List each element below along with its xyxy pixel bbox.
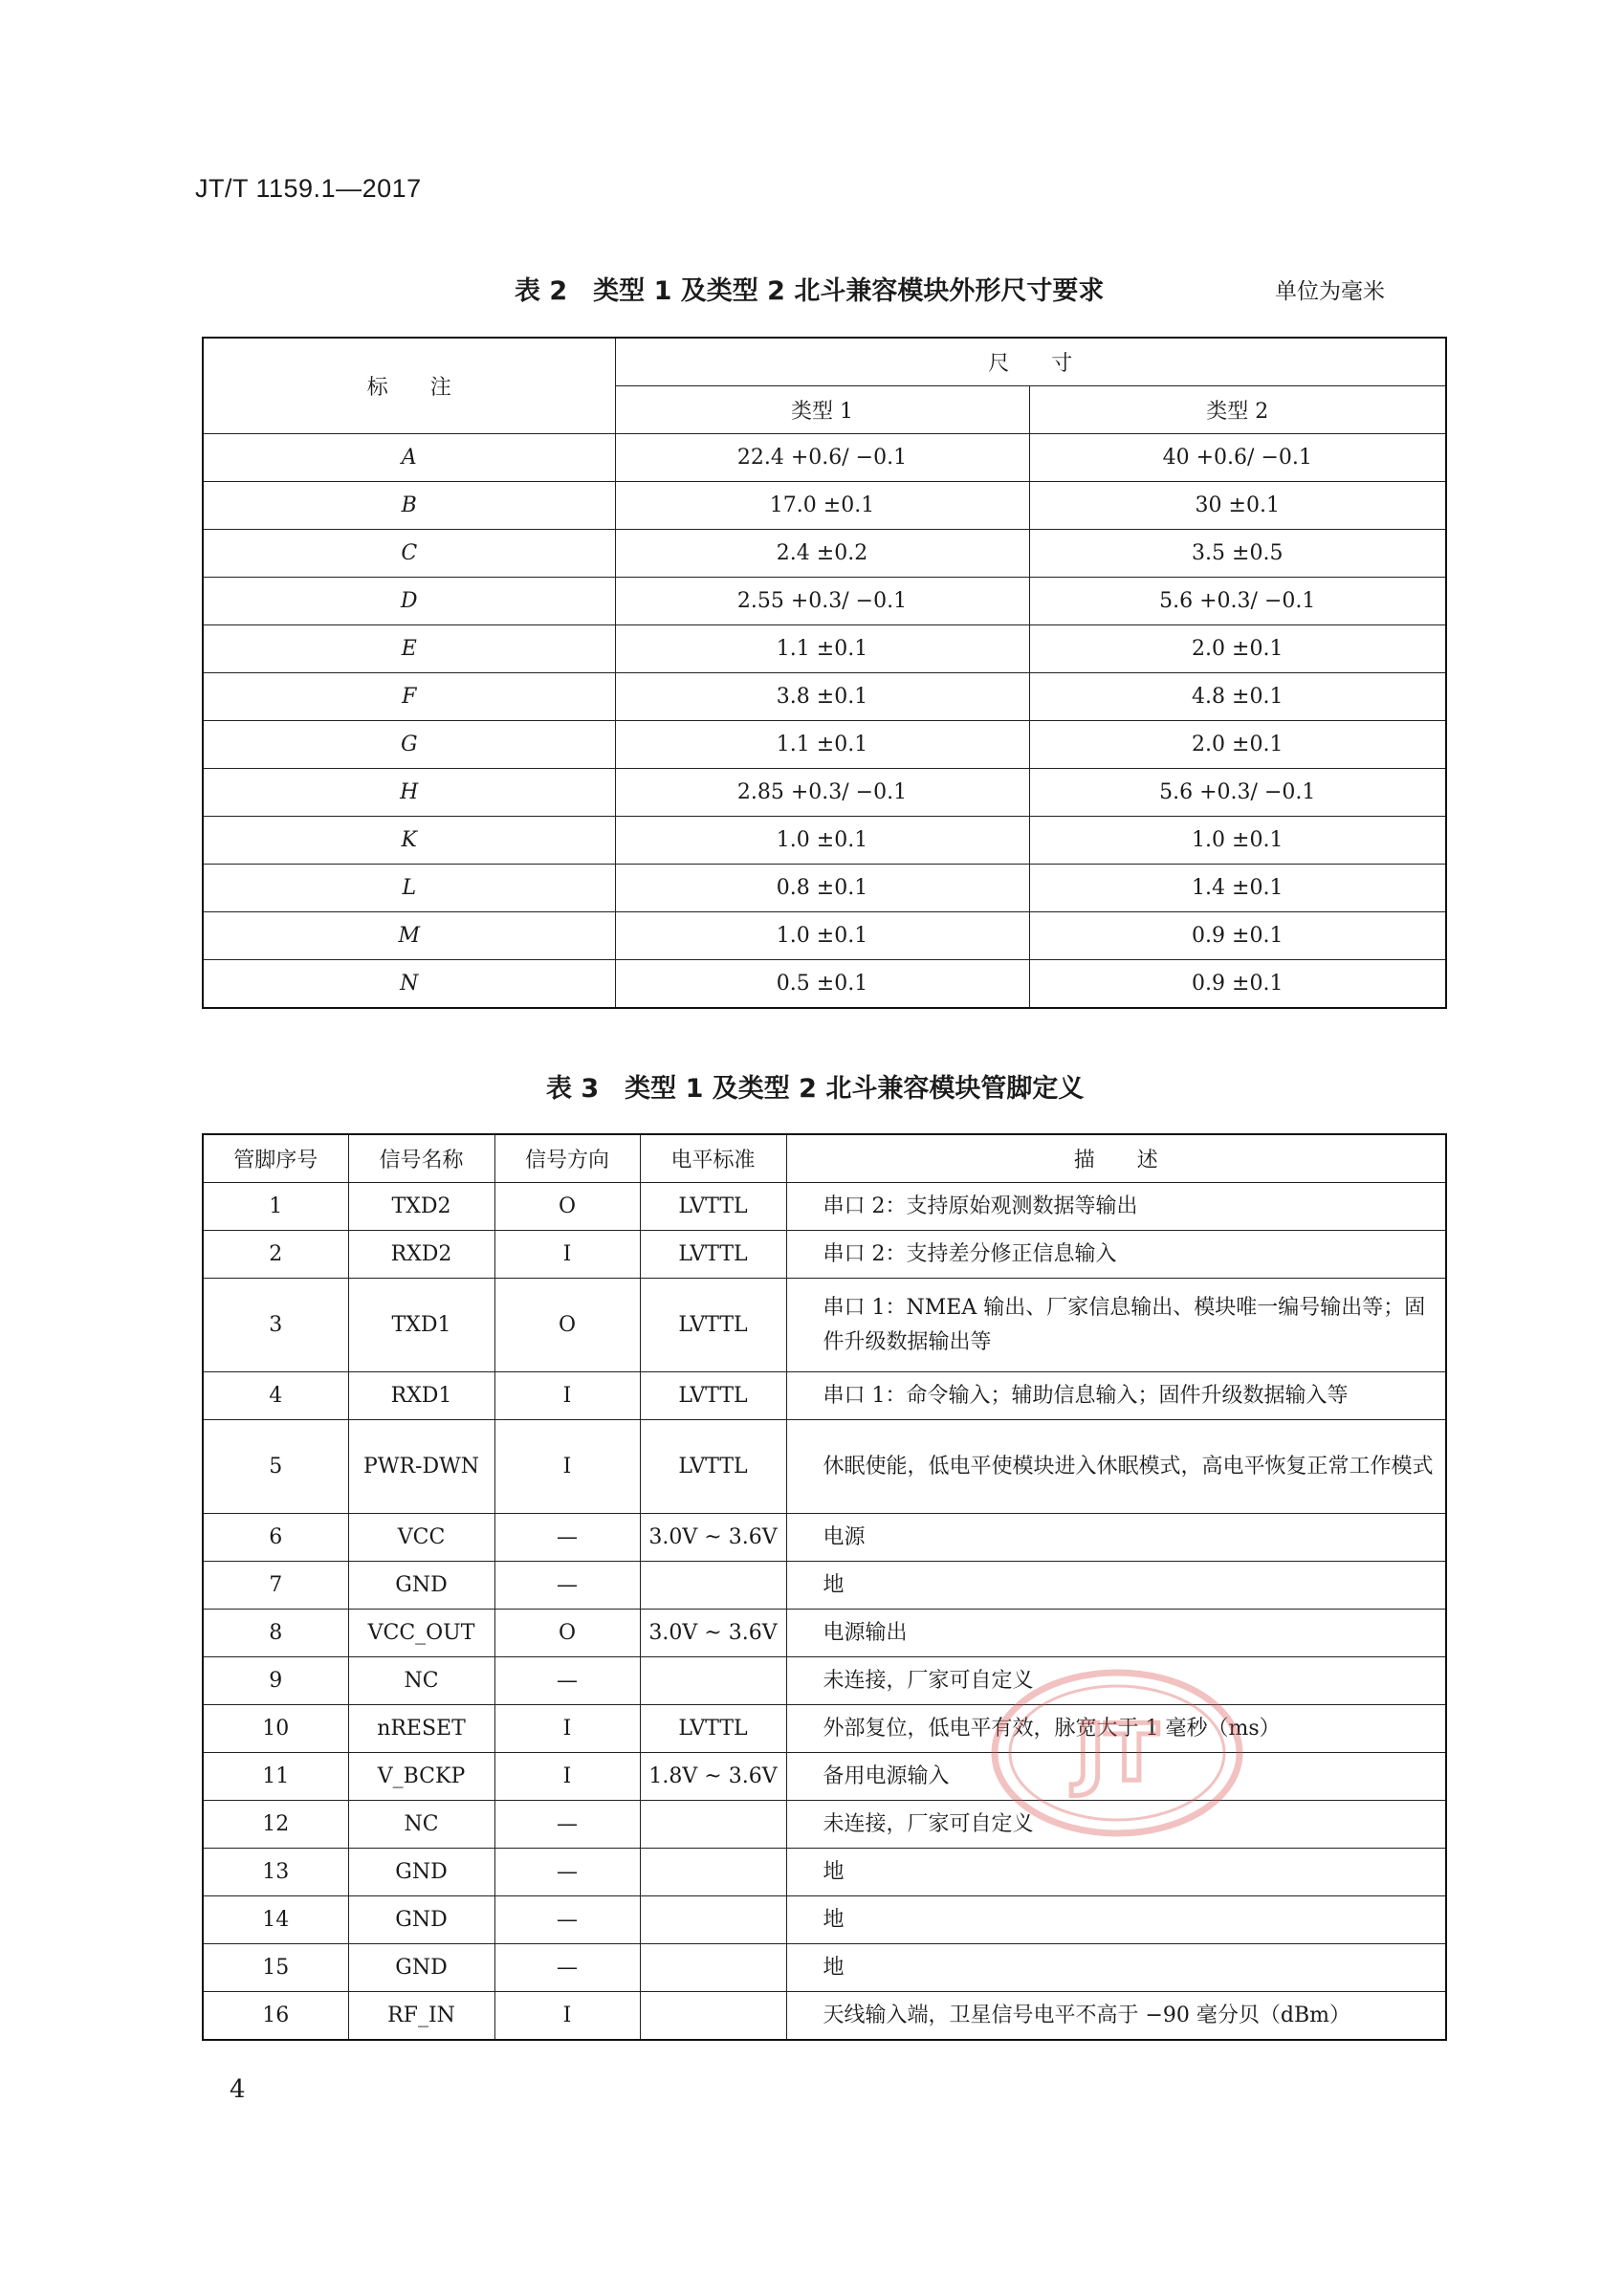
table-row <box>203 1944 1446 1992</box>
signal-name-cell: NC <box>348 1801 494 1849</box>
table-row <box>203 721 1446 769</box>
type2-cell: 2.0 ±0.1 <box>1029 625 1446 673</box>
header-dimension: 尺 寸 <box>615 338 1446 386</box>
description-cell: 电源 <box>786 1514 1446 1562</box>
table-row <box>203 1753 1446 1801</box>
type1-cell: 2.85 +0.3/ −0.1 <box>615 769 1029 817</box>
signal-direction-cell: — <box>494 1896 640 1944</box>
type1-cell: 22.4 +0.6/ −0.1 <box>615 434 1029 482</box>
pin-cell: 1 <box>203 1183 348 1231</box>
signal-direction-cell: I <box>494 1231 640 1279</box>
pin-cell: 7 <box>203 1562 348 1610</box>
type1-cell: 17.0 ±0.1 <box>615 482 1029 530</box>
signal-name-cell: RF_IN <box>348 1992 494 2041</box>
signal-name-cell: NC <box>348 1657 494 1705</box>
table-row <box>203 578 1446 625</box>
table-row <box>203 1420 1446 1514</box>
pin-cell: 12 <box>203 1801 348 1849</box>
signal-direction-cell: — <box>494 1801 640 1849</box>
header-signal-direction: 信号方向 <box>494 1134 640 1183</box>
level-cell: LVTTL <box>640 1183 786 1231</box>
signal-direction-cell: I <box>494 1420 640 1514</box>
signal-direction-cell: I <box>494 1372 640 1420</box>
table-row <box>203 434 1446 482</box>
table-row <box>203 1610 1446 1657</box>
pin-cell: 5 <box>203 1420 348 1514</box>
type1-cell: 1.1 ±0.1 <box>615 625 1029 673</box>
description-cell: 串口 2：支持原始观测数据等输出 <box>786 1183 1446 1231</box>
type2-cell: 0.9 ±0.1 <box>1029 912 1446 960</box>
signal-direction-cell: — <box>494 1657 640 1705</box>
type2-cell: 4.8 ±0.1 <box>1029 673 1446 721</box>
level-cell <box>640 1801 786 1849</box>
signal-direction-cell: I <box>494 1705 640 1753</box>
table-row <box>203 960 1446 1009</box>
type1-cell: 1.1 ±0.1 <box>615 721 1029 769</box>
signal-direction-cell: O <box>494 1610 640 1657</box>
description-cell: 未连接，厂家可自定义 <box>786 1801 1446 1849</box>
signal-name-cell: GND <box>348 1896 494 1944</box>
signal-name-cell: GND <box>348 1849 494 1896</box>
table-row <box>203 1279 1446 1372</box>
type2-cell: 0.9 ±0.1 <box>1029 960 1446 1009</box>
pin-cell: 2 <box>203 1231 348 1279</box>
signal-name-cell: RXD1 <box>348 1372 494 1420</box>
table-row <box>203 1849 1446 1896</box>
level-cell: LVTTL <box>640 1420 786 1514</box>
signal-name-cell: VCC_OUT <box>348 1610 494 1657</box>
description-cell: 未连接，厂家可自定义 <box>786 1657 1446 1705</box>
description-cell: 天线输入端，卫星信号电平不高于 −90 毫分贝（dBm） <box>786 1992 1446 2041</box>
level-cell: LVTTL <box>640 1372 786 1420</box>
type1-cell: 0.8 ±0.1 <box>615 865 1029 912</box>
table-row <box>203 1992 1446 2041</box>
type2-cell: 1.4 ±0.1 <box>1029 865 1446 912</box>
signal-direction-cell: I <box>494 1992 640 2041</box>
table-row <box>203 530 1446 578</box>
description-cell: 串口 2：支持差分修正信息输入 <box>786 1231 1446 1279</box>
level-cell: 1.8V ~ 3.6V <box>640 1753 786 1801</box>
mark-cell: L <box>203 865 615 912</box>
table-row <box>203 1562 1446 1610</box>
signal-name-cell: GND <box>348 1944 494 1992</box>
table-row <box>203 1801 1446 1849</box>
table-row <box>203 1705 1446 1753</box>
pin-cell: 11 <box>203 1753 348 1801</box>
description-cell: 地 <box>786 1562 1446 1610</box>
pin-cell: 14 <box>203 1896 348 1944</box>
pin-cell: 9 <box>203 1657 348 1705</box>
description-cell: 休眠使能，低电平使模块进入休眠模式，高电平恢复正常工作模式 <box>786 1420 1446 1514</box>
document-number: JT/T 1159.1—2017 <box>195 174 422 203</box>
table-row <box>203 865 1446 912</box>
mark-cell: M <box>203 912 615 960</box>
signal-name-cell: PWR-DWN <box>348 1420 494 1514</box>
signal-name-cell: TXD1 <box>348 1279 494 1372</box>
level-cell <box>640 1992 786 2041</box>
header-mark: 标 注 <box>203 338 615 434</box>
table-row <box>203 1183 1446 1231</box>
mark-cell: E <box>203 625 615 673</box>
table-row <box>203 1372 1446 1420</box>
pin-definition-table-body <box>203 1183 1446 2041</box>
signal-direction-cell: — <box>494 1944 640 1992</box>
level-cell <box>640 1896 786 1944</box>
page-number: 4 <box>230 2075 246 2104</box>
header-type2: 类型 2 <box>1029 386 1446 434</box>
description-cell: 备用电源输入 <box>786 1753 1446 1801</box>
type2-cell: 40 +0.6/ −0.1 <box>1029 434 1446 482</box>
header-pin: 管脚序号 <box>203 1134 348 1183</box>
table-row <box>203 625 1446 673</box>
mark-cell: F <box>203 673 615 721</box>
table-row <box>203 1231 1446 1279</box>
signal-name-cell: GND <box>348 1562 494 1610</box>
signal-direction-cell: O <box>494 1183 640 1231</box>
table3-caption: 表 3 类型 1 及类型 2 北斗兼容模块管脚定义 <box>546 1074 1085 1104</box>
table2-unit: 单位为毫米 <box>1275 279 1385 304</box>
table-row <box>203 817 1446 865</box>
table-row <box>203 482 1446 530</box>
header-description: 描 述 <box>786 1134 1446 1183</box>
level-cell: 3.0V ~ 3.6V <box>640 1514 786 1562</box>
description-cell: 外部复位，低电平有效，脉宽大于 1 毫秒（ms） <box>786 1705 1446 1753</box>
type1-cell: 1.0 ±0.1 <box>615 817 1029 865</box>
mark-cell: N <box>203 960 615 1009</box>
type1-cell: 3.8 ±0.1 <box>615 673 1029 721</box>
level-cell: LVTTL <box>640 1231 786 1279</box>
table2-caption: 表 2 类型 1 及类型 2 北斗兼容模块外形尺寸要求 <box>515 276 1105 306</box>
description-cell: 电源输出 <box>786 1610 1446 1657</box>
table-row <box>203 769 1446 817</box>
type2-cell: 5.6 +0.3/ −0.1 <box>1029 769 1446 817</box>
mark-cell: K <box>203 817 615 865</box>
signal-direction-cell: I <box>494 1753 640 1801</box>
signal-name-cell: V_BCKP <box>348 1753 494 1801</box>
level-cell: 3.0V ~ 3.6V <box>640 1610 786 1657</box>
mark-cell: C <box>203 530 615 578</box>
level-cell <box>640 1657 786 1705</box>
pin-cell: 10 <box>203 1705 348 1753</box>
type2-cell: 2.0 ±0.1 <box>1029 721 1446 769</box>
mark-cell: G <box>203 721 615 769</box>
dimension-table-body <box>203 434 1446 1009</box>
level-cell <box>640 1562 786 1610</box>
table-row <box>203 1657 1446 1705</box>
dimension-table <box>202 337 1447 1009</box>
pin-cell: 16 <box>203 1992 348 2041</box>
description-cell: 串口 1：NMEA 输出、厂家信息输出、模块唯一编号输出等；固件升级数据输出等 <box>786 1279 1446 1372</box>
description-cell: 地 <box>786 1896 1446 1944</box>
description-cell: 地 <box>786 1849 1446 1896</box>
stamp-text: JT <box>1075 1708 1159 1799</box>
type2-cell: 30 ±0.1 <box>1029 482 1446 530</box>
signal-direction-cell: — <box>494 1562 640 1610</box>
pin-cell: 3 <box>203 1279 348 1372</box>
table-row <box>203 673 1446 721</box>
header-signal-name: 信号名称 <box>348 1134 494 1183</box>
pin-cell: 8 <box>203 1610 348 1657</box>
type2-cell: 5.6 +0.3/ −0.1 <box>1029 578 1446 625</box>
type1-cell: 1.0 ±0.1 <box>615 912 1029 960</box>
description-cell: 地 <box>786 1944 1446 1992</box>
pin-cell: 6 <box>203 1514 348 1562</box>
level-cell: LVTTL <box>640 1279 786 1372</box>
mark-cell: D <box>203 578 615 625</box>
pin-definition-table <box>202 1133 1447 2041</box>
level-cell: LVTTL <box>640 1705 786 1753</box>
signal-name-cell: nRESET <box>348 1705 494 1753</box>
mark-cell: A <box>203 434 615 482</box>
pin-cell: 4 <box>203 1372 348 1420</box>
level-cell <box>640 1944 786 1992</box>
type2-cell: 3.5 ±0.5 <box>1029 530 1446 578</box>
table-row <box>203 912 1446 960</box>
pin-cell: 15 <box>203 1944 348 1992</box>
signal-direction-cell: — <box>494 1514 640 1562</box>
signal-direction-cell: O <box>494 1279 640 1372</box>
type2-cell: 1.0 ±0.1 <box>1029 817 1446 865</box>
pin-cell: 13 <box>203 1849 348 1896</box>
signal-name-cell: VCC <box>348 1514 494 1562</box>
table-row <box>203 1514 1446 1562</box>
header-type1: 类型 1 <box>615 386 1029 434</box>
type1-cell: 2.4 ±0.2 <box>615 530 1029 578</box>
type1-cell: 2.55 +0.3/ −0.1 <box>615 578 1029 625</box>
type1-cell: 0.5 ±0.1 <box>615 960 1029 1009</box>
mark-cell: B <box>203 482 615 530</box>
mark-cell: H <box>203 769 615 817</box>
description-cell: 串口 1：命令输入；辅助信息输入；固件升级数据输入等 <box>786 1372 1446 1420</box>
signal-name-cell: TXD2 <box>348 1183 494 1231</box>
signal-direction-cell: — <box>494 1849 640 1896</box>
level-cell <box>640 1849 786 1896</box>
signal-name-cell: RXD2 <box>348 1231 494 1279</box>
table-row <box>203 1896 1446 1944</box>
header-level: 电平标准 <box>640 1134 786 1183</box>
